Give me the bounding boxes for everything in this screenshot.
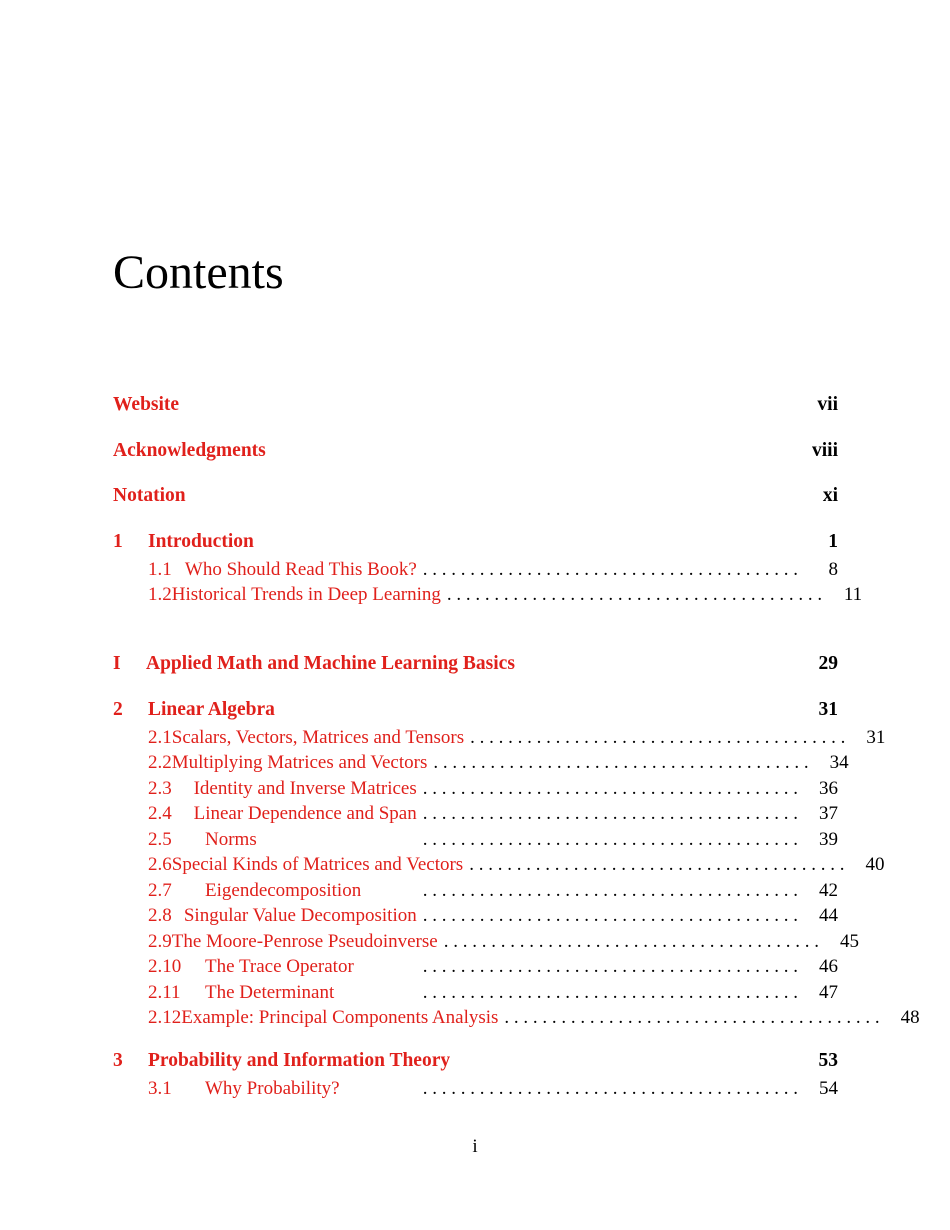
chapter-number[interactable]: 2	[113, 698, 123, 720]
section-title[interactable]: Why Probability?	[205, 1077, 340, 1099]
leader-dots: . . . . . . . . . . . . . . . . . . . . . . . . . . . . . . . . . . . . . . . .	[433, 752, 809, 773]
part-number[interactable]: I	[113, 652, 121, 674]
section-title[interactable]: Eigendecomposition	[205, 879, 362, 901]
leader-dots: . . . . . . . . . . . . . . . . . . . . . . . . . . . . . . . . . . . . . . . .	[422, 981, 798, 1003]
toc-entry-title[interactable]: Acknowledgments	[113, 439, 266, 461]
leader-dots: . . . . . . . . . . . . . . . . . . . . . . . . . . . . . . . . . . . . . . . .	[422, 956, 798, 977]
toc-section[interactable]	[113, 776, 838, 802]
section-title[interactable]: Scalars, Vectors, Matrices and Tensors	[171, 726, 465, 748]
section-number[interactable]: 2.4	[148, 803, 172, 824]
section-title[interactable]: Linear Dependence and Span	[193, 803, 417, 824]
section-number[interactable]: 2.7	[148, 879, 172, 901]
toc-section[interactable]	[113, 750, 849, 776]
toc-chapter-1[interactable]	[113, 527, 838, 557]
leader-dots: . . . . . . . . . . . . . . . . . . . . . . . . . . . . . . . . . . . . . . . .	[469, 854, 845, 875]
leader-dots: . . . . . . . . . . . . . . . . . . . . . . . . . . . . . . . . . . . . . . . .	[422, 558, 798, 580]
section-title[interactable]: Who Should Read This Book?	[184, 558, 417, 580]
leader-dots: . . . . . . . . . . . . . . . . . . . . . . . . . . . . . . . . . . . . . . . .	[470, 726, 846, 748]
section-page: 46	[819, 956, 838, 977]
toc-chapter-2[interactable]	[113, 695, 838, 725]
toc-chapter-3[interactable]	[113, 1046, 838, 1076]
leader-dots: . . . . . . . . . . . . . . . . . . . . . . . . . . . . . . . . . . . . . . . .	[422, 828, 798, 850]
chapter-page: 31	[818, 698, 838, 720]
toc-section[interactable]	[113, 1076, 838, 1102]
leader-dots: . . . . . . . . . . . . . . . . . . . . . . . . . . . . . . . . . . . . . . . .	[504, 1007, 880, 1028]
toc-section[interactable]	[113, 827, 838, 853]
page-number-footer: i	[472, 1136, 478, 1157]
toc-section[interactable]	[113, 1005, 920, 1031]
section-page: 54	[819, 1077, 838, 1099]
section-page: 31	[866, 726, 886, 748]
section-number[interactable]: 3.1	[148, 1077, 172, 1099]
toc-section[interactable]	[113, 980, 838, 1006]
toc-entry-notation[interactable]	[113, 481, 838, 511]
toc-section[interactable]	[113, 878, 838, 904]
toc-part-1[interactable]	[113, 649, 838, 679]
section-number[interactable]: 2.8	[148, 905, 172, 926]
toc-entry-page: xi	[822, 485, 838, 506]
section-page: 11	[843, 584, 863, 605]
section-number[interactable]: 2.6	[148, 854, 172, 875]
toc-section[interactable]	[113, 557, 838, 583]
toc-section[interactable]	[113, 903, 838, 929]
section-page: 48	[900, 1007, 920, 1028]
section-number[interactable]: 2.2	[148, 752, 172, 773]
chapter-page: 53	[818, 1049, 838, 1071]
leader-dots: . . . . . . . . . . . . . . . . . . . . . . . . . . . . . . . . . . . . . . . .	[422, 905, 798, 926]
page-title: Contents	[113, 246, 284, 299]
section-page: 8	[828, 558, 838, 580]
section-title[interactable]: The Determinant	[205, 981, 335, 1003]
section-title[interactable]: Historical Trends in Deep Learning	[171, 584, 441, 605]
toc-entry-page: vii	[817, 394, 838, 415]
chapter-number[interactable]: 1	[113, 530, 123, 552]
section-title[interactable]: Norms	[205, 828, 257, 850]
section-page: 47	[819, 981, 838, 1003]
toc-section[interactable]	[113, 929, 859, 955]
part-page: 29	[818, 652, 838, 674]
section-number[interactable]: 1.2	[148, 584, 172, 605]
toc-section[interactable]	[113, 954, 838, 980]
chapter-2-sections	[113, 725, 920, 1031]
toc-entry-page: viii	[811, 439, 838, 461]
section-page: 42	[819, 879, 838, 901]
table-of-contents	[113, 390, 920, 1101]
toc-entry-title[interactable]: Notation	[113, 485, 186, 506]
section-page: 36	[819, 777, 838, 799]
leader-dots: . . . . . . . . . . . . . . . . . . . . . . . . . . . . . . . . . . . . . . . .	[422, 803, 798, 824]
section-number[interactable]: 2.1	[148, 726, 172, 748]
toc-entry-website[interactable]	[113, 390, 838, 420]
section-number[interactable]: 2.12	[148, 1007, 182, 1028]
toc-section[interactable]	[113, 852, 885, 878]
section-title[interactable]: The Trace Operator	[205, 956, 354, 977]
toc-section[interactable]	[113, 801, 838, 827]
chapter-title[interactable]: Probability and Information Theory	[148, 1049, 451, 1071]
section-title[interactable]: Singular Value Decomposition	[183, 905, 417, 926]
section-number[interactable]: 1.1	[148, 558, 172, 580]
toc-entry-title[interactable]: Website	[113, 394, 180, 415]
part-title[interactable]: Applied Math and Machine Learning Basics	[146, 652, 515, 674]
chapter-title[interactable]: Introduction	[148, 530, 254, 552]
toc-entry-acknowledgments[interactable]	[113, 436, 838, 466]
section-page: 44	[819, 905, 838, 926]
chapter-number[interactable]: 3	[113, 1049, 123, 1071]
section-page: 34	[829, 752, 849, 773]
section-page: 45	[839, 930, 859, 952]
section-title[interactable]: Example: Principal Components Analysis	[181, 1007, 499, 1028]
leader-dots: . . . . . . . . . . . . . . . . . . . . . . . . . . . . . . . . . . . . . . . .	[422, 1077, 798, 1099]
section-number[interactable]: 2.10	[148, 956, 182, 977]
section-page: 37	[819, 803, 838, 824]
section-title[interactable]: Special Kinds of Matrices and Vectors	[171, 854, 464, 875]
chapter-title[interactable]: Linear Algebra	[148, 698, 275, 720]
leader-dots: . . . . . . . . . . . . . . . . . . . . . . . . . . . . . . . . . . . . . . . .	[446, 584, 823, 605]
chapter-page: 1	[828, 530, 838, 552]
leader-dots: . . . . . . . . . . . . . . . . . . . . . . . . . . . . . . . . . . . . . . . .	[422, 777, 798, 799]
toc-section[interactable]	[113, 582, 863, 608]
section-title[interactable]: Multiplying Matrices and Vectors	[171, 752, 428, 773]
section-number[interactable]: 2.9	[148, 930, 172, 952]
section-title[interactable]: The Moore-Penrose Pseudoinverse	[171, 930, 438, 952]
section-page: 40	[865, 854, 885, 875]
toc-section[interactable]	[113, 725, 886, 751]
section-title[interactable]: Identity and Inverse Matrices	[193, 777, 417, 799]
section-page: 39	[819, 828, 838, 850]
section-number[interactable]: 2.11	[148, 981, 181, 1003]
section-number[interactable]: 2.5	[148, 828, 172, 850]
section-number[interactable]: 2.3	[148, 777, 172, 799]
leader-dots: . . . . . . . . . . . . . . . . . . . . . . . . . . . . . . . . . . . . . . . .	[443, 930, 819, 952]
leader-dots: . . . . . . . . . . . . . . . . . . . . . . . . . . . . . . . . . . . . . . . .	[422, 879, 798, 901]
